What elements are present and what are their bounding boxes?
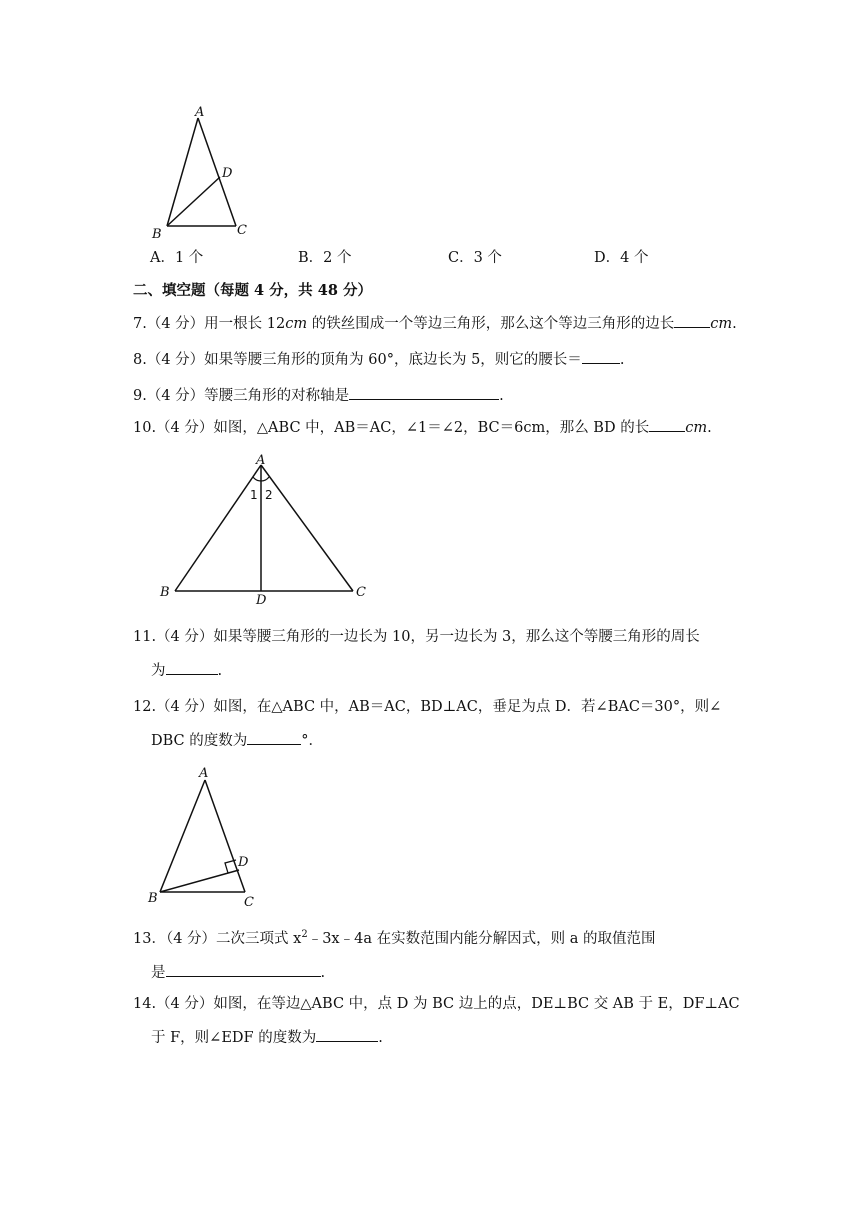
question-10: 10.（4 分）如图，△ABC 中，AB＝AC，∠1＝∠2，BC＝6cm，那么 BD 的长 cm. [133,417,712,438]
point-label-b: B [160,585,170,600]
segment-ab [175,465,261,591]
question-7: 7.（4 分）用一根长 12cm 的铁丝围成一个等边三角形，那么这个等边三角形的边长 cm. [133,313,737,334]
answer-blank-8[interactable] [582,349,620,364]
answer-blank-10[interactable] [649,417,685,432]
choice-a: A．1 个 [150,250,204,266]
question-8: 8.（4 分）如果等腰三角形的顶角为 60°，底边长为 5，则它的腰长＝ . [133,349,624,370]
question-13: 13．（4 分）二次三项式 $x^2﹣3x﹣4a$ 在实数范围内能分解因式，则 a 的取值范围 是 . [133,929,656,981]
point-label-c: C [356,585,366,600]
point-label-c: C [237,223,247,238]
answer-blank-14[interactable] [316,1027,378,1042]
answer-blank-11[interactable] [166,660,218,675]
answer-blank-12[interactable] [247,730,301,745]
question-11: 11.（4 分）如果等腰三角形的一边长为 10，另一边长为 3，那么这个等腰三角形的周长 为 . [133,629,700,679]
answer-blank-7[interactable] [674,313,710,328]
answer-blank-13[interactable] [166,962,321,977]
point-label-c: C [244,895,254,910]
point-label-b: B [148,891,158,906]
figure-q12 [140,760,270,910]
segment-ab [160,780,205,892]
point-label-b: B [152,227,162,242]
answer-blank-9[interactable] [349,385,499,400]
segment-ac [261,465,353,591]
segment-ab [167,118,198,226]
point-label-d: D [222,166,233,181]
angle-label-2: 2 [265,488,273,502]
question-12: 12.（4 分）如图，在△ABC 中，AB＝AC，BD⊥AC，垂足为点 D．若∠BAC＝30°，则∠ DBC 的度数为 °． [133,699,722,749]
choice-d: D．4 个 [594,250,649,266]
figure-q10 [150,448,380,608]
point-label-a: A [195,105,205,120]
point-label-d: D [256,593,267,608]
point-label-a: A [256,453,266,468]
angle-label-1: 1 [250,488,258,502]
question-9: 9.（4 分）等腰三角形的对称轴是 . [133,385,504,406]
segment-bd [160,870,239,892]
choice-c: C．3 个 [448,250,502,266]
figure-q6 [140,100,260,245]
segment-bd [167,177,220,226]
question-14: 14.（4 分）如图，在等边△ABC 中，点 D 为 BC 边上的点，DE⊥BC 交 AB 于 E，DF⊥AC 于 F，则∠EDF 的度数为 . [133,996,740,1046]
segment-ac [205,780,245,892]
choice-b: B．2 个 [298,250,352,266]
point-label-d: D [238,855,249,870]
section-title: 二、填空题（每题 4 分，共 48 分） [133,282,372,299]
point-label-a: A [199,766,209,781]
